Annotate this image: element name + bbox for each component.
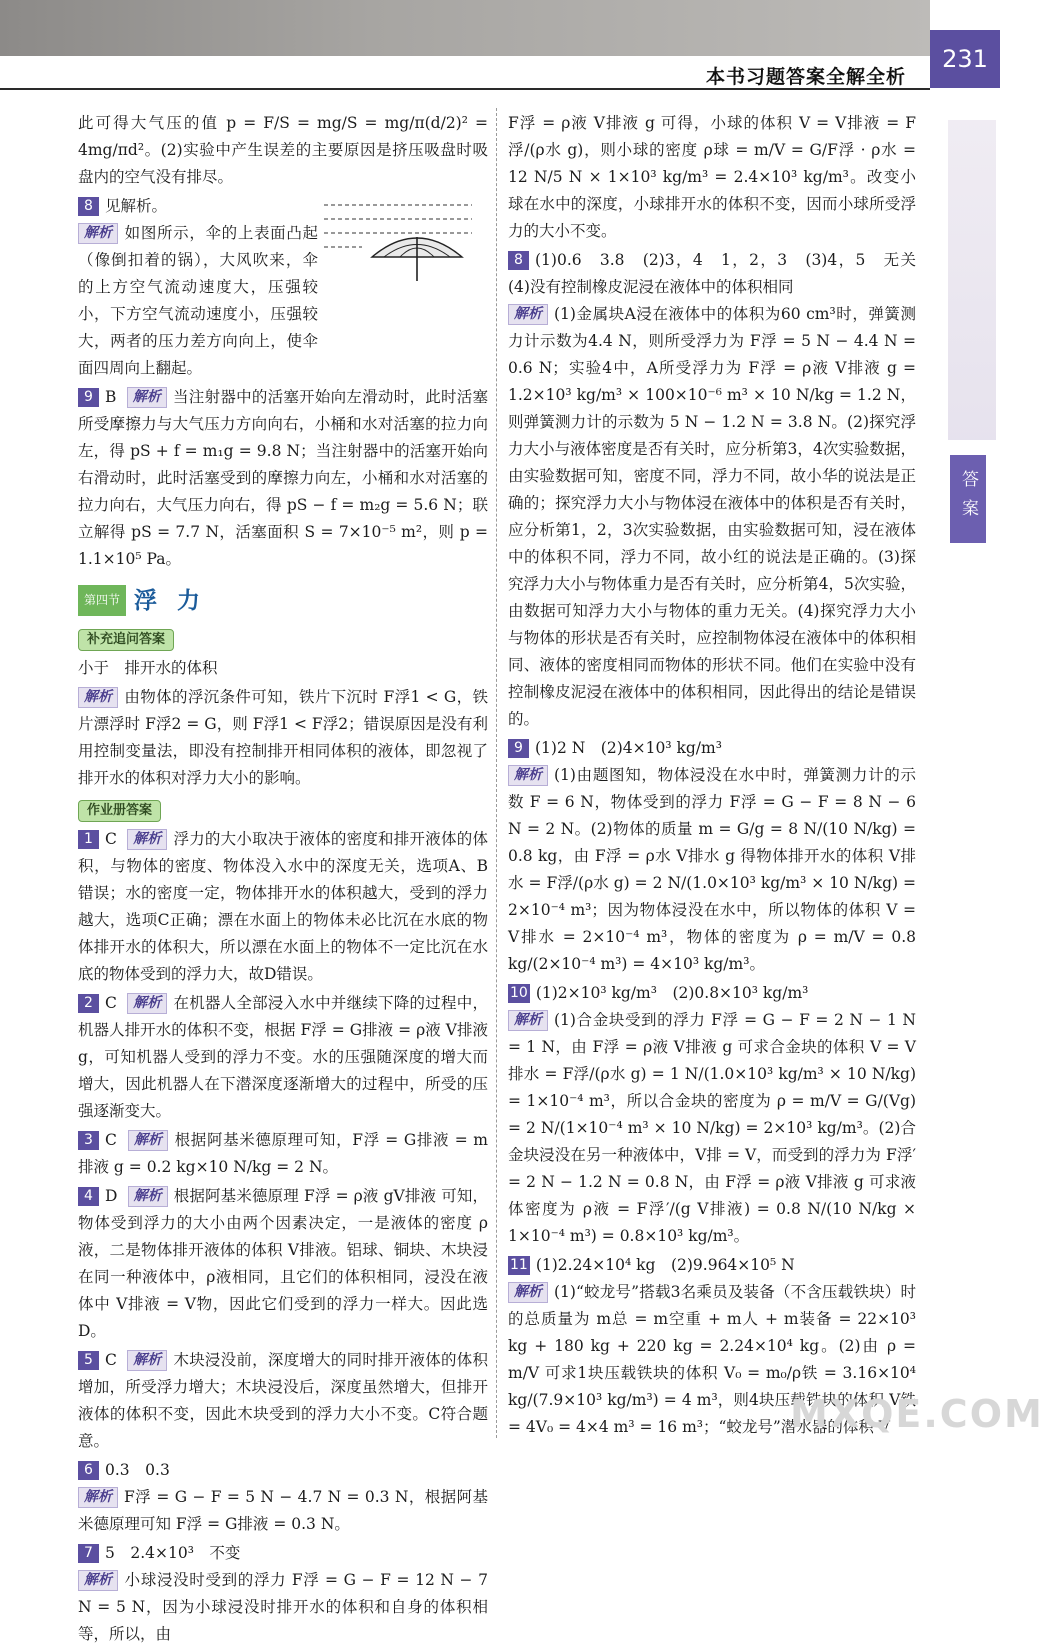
question-number: 2	[78, 994, 99, 1013]
section-badge: 第四节	[78, 585, 126, 616]
answer-text: C	[105, 830, 117, 848]
answer-item	[78, 684, 488, 792]
page-header-title: 本书习题答案全解全析	[705, 66, 906, 88]
answer-item	[78, 1183, 488, 1345]
analysis-text: 木块浸没前，深度增大的同时排开液体的体积增加，所受浮力增大；木块浸没后，深度虽然增大，但排开液体的体积不变，因此木块受到的浮力大小不变。C符合题意。	[78, 1351, 488, 1450]
question-number: 9	[508, 739, 529, 758]
analysis-badge: 解析	[78, 223, 118, 244]
analysis-badge: 解析	[128, 1186, 168, 1207]
question-number: 5	[78, 1351, 99, 1370]
analysis-text: 根据阿基米德原理 F浮 = ρ液 gV排液 可知，物体受到浮力的大小由两个因素决定，一是液体的密度 ρ液，二是物体排开液体的体积 V排液。铝球、铜块、木块浸在同一种液体中，ρ液相同，且它们的体积相同，浸没在液体中 V排液 = V物，因此它们受到的浮力一样大。因此选D。	[78, 1187, 489, 1340]
answer-item	[508, 735, 916, 978]
answer-item	[78, 826, 488, 988]
question-number: 8	[508, 251, 529, 270]
question-number: 10	[510, 985, 528, 1001]
column-divider	[496, 108, 497, 1438]
analysis-text: 当注射器中的活塞开始向左滑动时，此时活塞所受摩擦力与大气压力方向向右，小桶和水对活塞的拉力向左，得 pS + f = m₁g = 9.8 N；当注射器中的活塞开始向右滑动时，此时活塞受到的摩擦力向左，小桶和水对活塞的拉力向右，大气压力向右，得 pS − f = m₂g = 5.6 N；联立解得 pS = 7.7 N，活塞面积 S = 7×10⁻⁵ m²，则 p = 1.1×10⁵ Pa。	[78, 388, 488, 568]
analysis-text: F浮 = G − F = 5 N − 4.7 N = 0.3 N，根据阿基米德原理可知 F浮 = G排液 = 0.3 N。	[78, 1488, 488, 1533]
analysis-badge: 解析	[127, 993, 167, 1014]
question-number: 4	[78, 1187, 99, 1206]
answer-text: (1)2.24×10⁴ kg (2)9.964×10⁵ N	[535, 1256, 795, 1274]
analysis-text: 小球浸没时受到的浮力 F浮 = G − F = 12 N − 7 N = 5 N，因为小球浸没时排开水的体积和自身的体积相等，所以，由	[78, 1571, 488, 1643]
question-number: 1	[78, 830, 99, 849]
analysis-badge: 解析	[127, 1350, 167, 1371]
answer-text: (1)2 N (2)4×10³ kg/m³	[535, 739, 722, 757]
analysis-text: (1)合金块受到的浮力 F浮 = G − F = 2 N − 1 N = 1 N，由 F浮 = ρ液 V排液 g 可求合金块的体积 V = V排水 = F浮/(ρ水 g) = 1 N/(1.0×10³ kg/m³ × 10 N/kg) = 1×10⁻⁴ m³，所以合金块的密度为 ρ = m/V = G/(Vg) = 2 N/(1×10⁻⁴ m³ × 10 N/kg) = 2×10³ kg/m³。(2)合金块浸没在另一种液体中，V排 = V，而受到的浮力为 F浮′ = 2 N − 1.2 N = 0.8 N，由 F浮 = ρ液 V排液 g 可求液体密度为 ρ液 = F浮′/(g V排液) = 0.8 N/(10 N/kg × 1×10⁻⁴ m³) = 0.8×10³ kg/m³。	[508, 1011, 916, 1245]
answer-item	[78, 990, 488, 1125]
question-number: 3	[78, 1131, 99, 1150]
answer-text: 小于 排开水的体积	[78, 659, 218, 677]
analysis-badge: 解析	[127, 387, 167, 408]
analysis-text: 根据阿基米德原理可知，F浮 = G排液 = m排液 g = 0.2 kg×10 N/kg = 2 N。	[78, 1131, 488, 1176]
answer-text: 见解析。	[105, 197, 168, 215]
analysis-badge: 解析	[78, 1570, 118, 1591]
analysis-badge: 解析	[508, 304, 548, 325]
formula-paragraph: F浮 = ρ液 V排液 g 可得，小球的体积 V = V排液 = F浮/(ρ水 g)，则小球的密度 ρ球 = m/V = G/F浮 · ρ水 = 12 N/5 N × 1×10³ kg/m³ = 2.4×10³ kg/m³。改变小球在水中的深度，小球排开水的体积不变，因而小球所受浮力的大小不变。	[508, 114, 916, 240]
answer-item	[78, 1457, 488, 1538]
answer-item	[78, 193, 488, 382]
analysis-badge: 解析	[508, 765, 548, 786]
analysis-badge: 解析	[127, 829, 167, 850]
analysis-badge: 解析	[78, 687, 118, 708]
answer-text: (1)0.6 3.8 (2)3，4 1，2，3 (3)4，5 无关 (4)没有控制橡皮泥浸在液体中的体积相同	[508, 251, 932, 296]
answer-text: 0.3 0.3	[105, 1461, 170, 1479]
answer-text: C	[105, 994, 117, 1012]
answer-text: C	[105, 1351, 117, 1369]
header-rule	[0, 88, 930, 90]
analysis-text: (1)“蛟龙号”搭载3名乘员及装备（不含压载铁块）时的总质量为 m总 = m空重 + m人 + m装备 = 22×10³ kg + 180 kg + 220 kg = 2.24×10⁴ kg。(2)由 ρ = m/V 可求1块压载铁块的体积 V₀ = m₀/ρ铁 = 3.16×10⁴ kg/(7.9×10³ kg/m³) = 4 m³，则4块压载铁块的体积 V铁 = 4V₀ = 4×4 m³ = 16 m³；“蛟龙号”潜水器的体积 V	[508, 1283, 916, 1436]
analysis-text: 由物体的浮沉条件可知，铁片下沉时 F浮1 < G，铁片漂浮时 F浮2 = G，则 F浮1 < F浮2；错误原因是没有利用控制变量法，即没有控制排开相同体积的液体，即忽视了排开水的体积对浮力大小的影响。	[78, 688, 488, 787]
answer-text: D	[105, 1187, 118, 1205]
analysis-text: (1)由题图知，物体浸没在水中时，弹簧测力计的示数 F = 6 N，物体受到的浮力 F浮 = G − F = 8 N − 6 N = 2 N。(2)物体的质量 m = G/g = 8 N/(10 N/kg) = 0.8 kg，由 F浮 = ρ水 V排水 g 得物体排开水的体积 V排水 = F浮/(ρ水 g) = 2 N/(1.0×10³ kg/m³ × 10 N/kg) = 2×10⁻⁴ m³；因为物体浸没在水中，所以物体的体积 V = V排水 = 2×10⁻⁴ m³，物体的密度为 ρ = m/V = 0.8 kg/(2×10⁻⁴ m³) = 4×10³ kg/m³。	[508, 766, 916, 973]
answer-text: C	[105, 1131, 117, 1149]
analysis-text: (1)金属块A浸在液体中的体积为60 cm³时，弹簧测力计示数为4.4 N，则所受浮力为 F浮 = 5 N − 4.4 N = 0.6 N；实验4中，A所受浮力为 F浮 = ρ液 V排液 g = 1.2×10³ kg/m³ × 100×10⁻⁶ m³ × 10 N/kg = 1.2 N，则弹簧测力计的示数为 5 N − 1.2 N = 3.8 N。(2)探究浮力大小与液体密度是否有关时，应分析第3，4次实验数据，由实验数据可知，密度不同，浮力不同，故小华的说法是正确的；探究浮力大小与物体浸在液体中的体积是否有关时，应分析第1，2，3次实验数据，由实验数据可知，浸在液体中的体积不同，浮力不同，故小红的说法是正确的。(3)探究浮力大小与物体重力是否有关时，应分析第4，5次实验，由数据可知浮力大小与物体的重力无关。(4)探究浮力大小与物体的形状是否有关时，应控制物体浸在液体中的体积相同、液体的密度相同而物体的形状不同。他们在实验中没有控制橡皮泥浸在液体中的体积相同，因此得出的结论是错误的。	[508, 305, 916, 728]
analysis-text: 如图所示，伞的上表面凸起（像倒扣着的锅），大风吹来，伞的上方空气流动速度大，压强较小，下方空气流动速度小，压强较大，两者的压力差方向向上，使伞面四周向上翻起。	[78, 224, 318, 377]
analysis-text: 浮力的大小取决于液体的密度和排开液体的体积，与物体的密度、物体没入水中的深度无关，选项A、B错误；水的密度一定，物体排开水的体积越大，受到的浮力越大，选项C正确；漂在水面上的物体未必比沉在水底的物体排开水的体积大，所以漂在水面上的物体不一定比沉在水底的物体受到的浮力大，故D错误。	[78, 830, 488, 983]
question-number: 8	[78, 197, 99, 216]
side-tab-answers: 答案	[950, 455, 986, 543]
analysis-badge: 解析	[128, 1130, 168, 1151]
answer-item	[78, 1127, 488, 1181]
answer-item	[508, 980, 916, 1250]
analysis-text: 在机器人全部浸入水中并继续下降的过程中，机器人排开水的体积不变，根据 F浮 = G排液 = ρ液 V排液 g，可知机器人受到的浮力不变。水的压强随深度的增大而增大，因此机器人在下潜深度逐渐增大的过程中，所受的压强逐渐变大。	[78, 994, 488, 1120]
analysis-badge: 解析	[508, 1010, 548, 1031]
question-number: 7	[78, 1544, 99, 1563]
question-number: 9	[78, 388, 99, 407]
supplement-pill: 补充追问答案	[78, 629, 174, 651]
answer-item	[78, 1347, 488, 1455]
homework-pill: 作业册答案	[78, 800, 161, 822]
answer-item	[508, 247, 932, 733]
side-strip	[948, 120, 996, 440]
formula-paragraph: 此可得大气压的值 p = F/S = mg/S = mg/π(d/2)² = 4mg/πd²。(2)实验中产生误差的主要原因是挤压吸盘时吸盘内的空气没有排尽。	[78, 114, 488, 186]
page-number: 231	[930, 30, 1000, 88]
section-title: 浮 力	[134, 588, 207, 614]
answer-text: B	[105, 388, 117, 406]
analysis-badge: 解析	[508, 1282, 548, 1303]
analysis-badge: 解析	[78, 1487, 118, 1508]
question-number: 11	[510, 1257, 528, 1273]
answer-text: 5 2.4×10³ 不变	[105, 1544, 241, 1562]
left-column	[78, 110, 488, 1650]
question-number: 6	[78, 1461, 99, 1480]
answer-text: (1)2×10³ kg/m³ (2)0.8×10³ kg/m³	[535, 984, 809, 1002]
answer-item	[78, 384, 488, 573]
header-band	[0, 0, 930, 56]
watermark: MXQE.COM	[790, 1392, 1044, 1436]
answer-item	[78, 1540, 488, 1648]
section-heading	[78, 585, 488, 617]
